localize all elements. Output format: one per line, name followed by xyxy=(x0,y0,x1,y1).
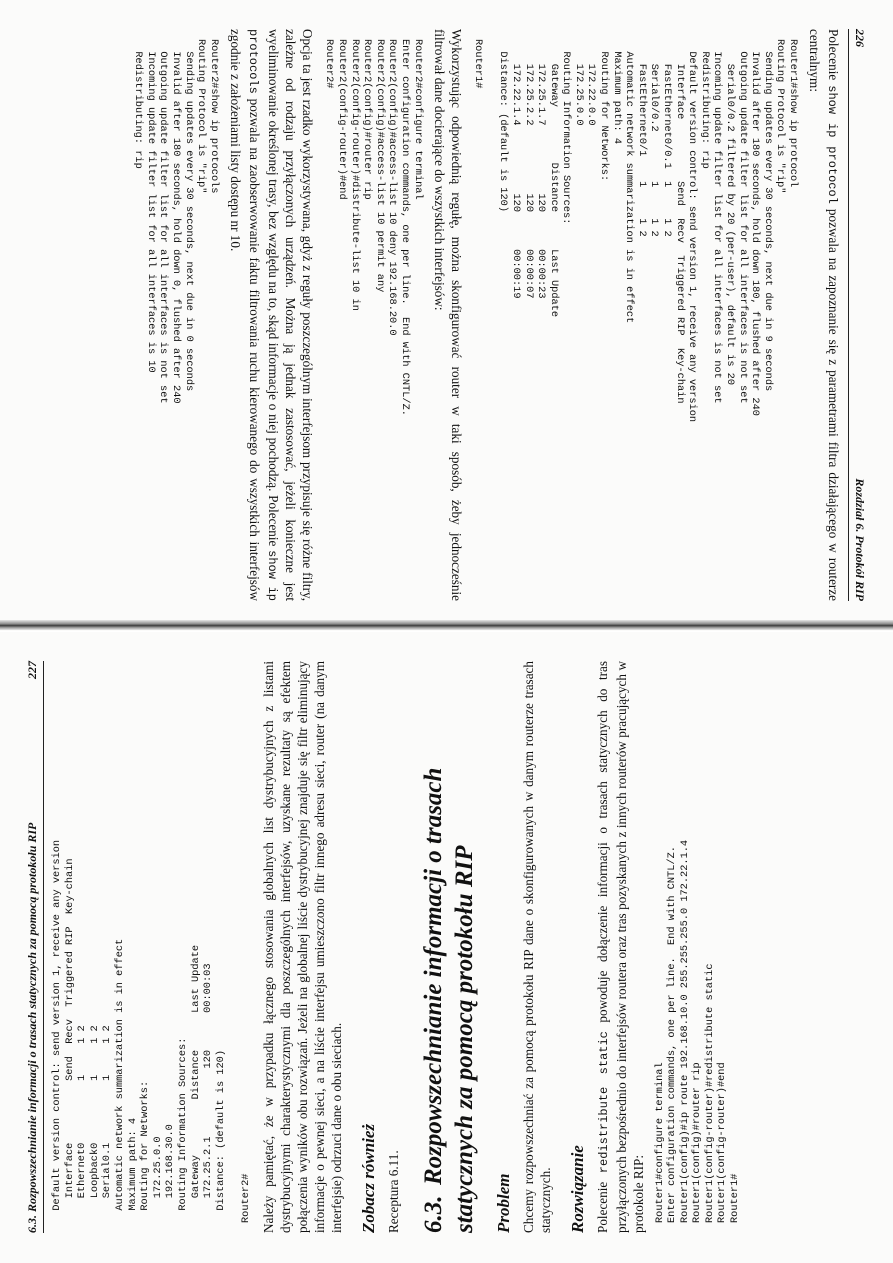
paragraph: Wykorzystując odpowiednią regułę, można skonfigurować router w taki sposób, żeby jednocześnie filtrował dane docierające do wszystkich interfejsów: xyxy=(431,29,464,601)
page-226-content xyxy=(11,5,881,625)
see-also-text: Receptura 6.11. xyxy=(385,1150,401,1233)
text: Polecenie xyxy=(826,29,841,86)
inline-command: show ip protocol xyxy=(825,85,839,204)
inline-command: redistribute static xyxy=(596,1031,611,1174)
page-226 xyxy=(0,0,893,631)
code-listing: Router2#show ip protocols Routing Protocol is "rip" Sending updates every 30 seconds, next due in 0 seconds Invalid after 180 seconds, hold down 0, flushed after 240 Outgoing update filter list for all interfaces is not set Incoming update filter list for all interfaces is 10 Redistributing: rip xyxy=(132,39,220,404)
chapter-title: 6.3. Rozpowszechnianie informacji o trasach statycznych za pomocą protokołu RIP xyxy=(25,822,39,1233)
page-227-content xyxy=(11,637,881,1257)
text: powoduje dołączenie informacji o trasach statycznych do tras przyłączonych bezpośrednio do interfejsów routera oraz tras pozyskanych z innych routerów pracujących w protokole RIP: xyxy=(594,661,646,1233)
code-listing: Default version control: send version 1, receive any version Interface Send Recv Triggered RIP Key-chain Ethernet0 1 1 2 Loopback0 1 1 2 Serial0.1 1 1 2 Automatic network summarization is in effect Maximum path: 4 Routing for Networks: 172.25.0.0 192.168.30.0 Routing Information Sources: Gateway Distance Last Update 172.25.2.1 120 00:00:03 Distance: (default is 120) Router2# xyxy=(51,839,252,1223)
text: Opcja ta jest rzadko wykorzystywana, gdyż z reguły poszczególnym interfejsom przypisuje się różne filtry, zależne od rodzaju przyłączonych urządzeń. Można ją jednak zastosować, jeżeli konieczne jest wyeliminowanie określonej trasy, bez względu na to, skąd informacje o niej pochodzą. Polecenie xyxy=(265,29,315,601)
paragraph xyxy=(227,29,316,601)
page-227 xyxy=(0,632,893,1263)
code-listing: Router1#show ip protocol Routing Protocol is "rip" Sending updates every 30 seconds, next due in 9 seconds Invalid after 180 seconds, hold down 180, flushed after 240 Outgoing update filter list for all interfaces is not set Serial0/0.2 filtered by 20 (per-user), default is 20 Incoming update filter list for all interfaces is not set Redistributing: rip Default version control: send version 1, receive any version Interface Send Recv Triggered RIP Key-chain FastEthernet0/0.1 1 1 2 Serial0/0.2 1 1 2 FastEthernet0/1 1 1 2 Automatic network summarization is in effect Maximum path: 4 Routing for Networks: 172.22.0.0 172.25.0.0 Routing Information Sources: Gateway Distance Last Update 172.25.1.7 120 00:00:23 172.25.2.2 120 00:00:07 172.22.1.4 120 00:00:19 Distance: (default is 120) Router1# xyxy=(472,39,799,423)
page-number: 226 xyxy=(853,29,867,47)
running-header xyxy=(848,29,867,601)
chapter-title: Rozdział 6. Protokół RIP xyxy=(853,478,867,601)
solution-text xyxy=(594,661,647,1233)
inline-command: show ip protocols xyxy=(245,29,279,601)
page-number: 227 xyxy=(25,661,39,679)
text: pozwala na zapoznanie się z parametrami filtra działającego w routerze centralnym: xyxy=(807,29,841,602)
section-title: Rozpowszechnianie informacji o trasach statycznych za pomocą protokołu RIP xyxy=(419,767,478,1233)
text: pozwala na zaobserwowanie faktu filtrowania ruchu kierowanego do wszystkich interfejsów zgodnie z założeniami listy dostępu nr 10. xyxy=(227,29,262,601)
solution-heading: Rozwiązanie xyxy=(567,1145,587,1233)
see-also-heading: Zobacz również xyxy=(358,1123,378,1233)
problem-text: Chcemy rozpowszechniać za pomocą protokołu RIP dane o skonfigurowanych w danym routerze trasach statycznych. xyxy=(520,661,553,1233)
code-listing: Router1#configure terminal Enter configuration commands, one per line. End with CNTL/Z. Router1(config)#ip route 192.168.10.0 255.255.255.0 172.22.1.4 Router1(config)#router rip Router1(config-router)#redistribute static Router1(config-router)#end Router1# xyxy=(653,839,742,1223)
running-header xyxy=(25,661,44,1233)
section-number: 6.3. xyxy=(419,1195,447,1233)
text: Polecenie xyxy=(594,1173,610,1233)
paragraph: Należy pamiętać, że w przypadku łącznego stosowania globalnych list dystrybucyjnych z listami dystrybucyjnymi charakterystycznymi dla poszczególnych interfejsów, uzyskane rezultaty są efektem połączenia wyników obu rozwiązań. Jeżeli na globalnej liście dystrybucyjnej znajduje się filtr eliminujący informacje o pewnej sieci, a na liście interfejsu umieszczono filtr innego adresu sieci, router (na danym interfejsie) odrzuci dane o obu sieciach. xyxy=(260,661,344,1233)
section-heading xyxy=(418,661,480,1233)
intro-paragraph xyxy=(806,29,842,601)
scan-fold-shadow xyxy=(0,620,893,630)
problem-heading: Problem xyxy=(493,1173,513,1233)
code-listing: Router2#configure terminal Enter configuration commands, one per line. End with CNTL/Z. Router2(config)#access-list 10 deny 192.168.20.0 Router2(config)#access-list 10 permit any Router2(config)#router rip Router2(config-router)#distribute-list 10 in Router2(config-router)#end Router2# xyxy=(323,39,424,416)
